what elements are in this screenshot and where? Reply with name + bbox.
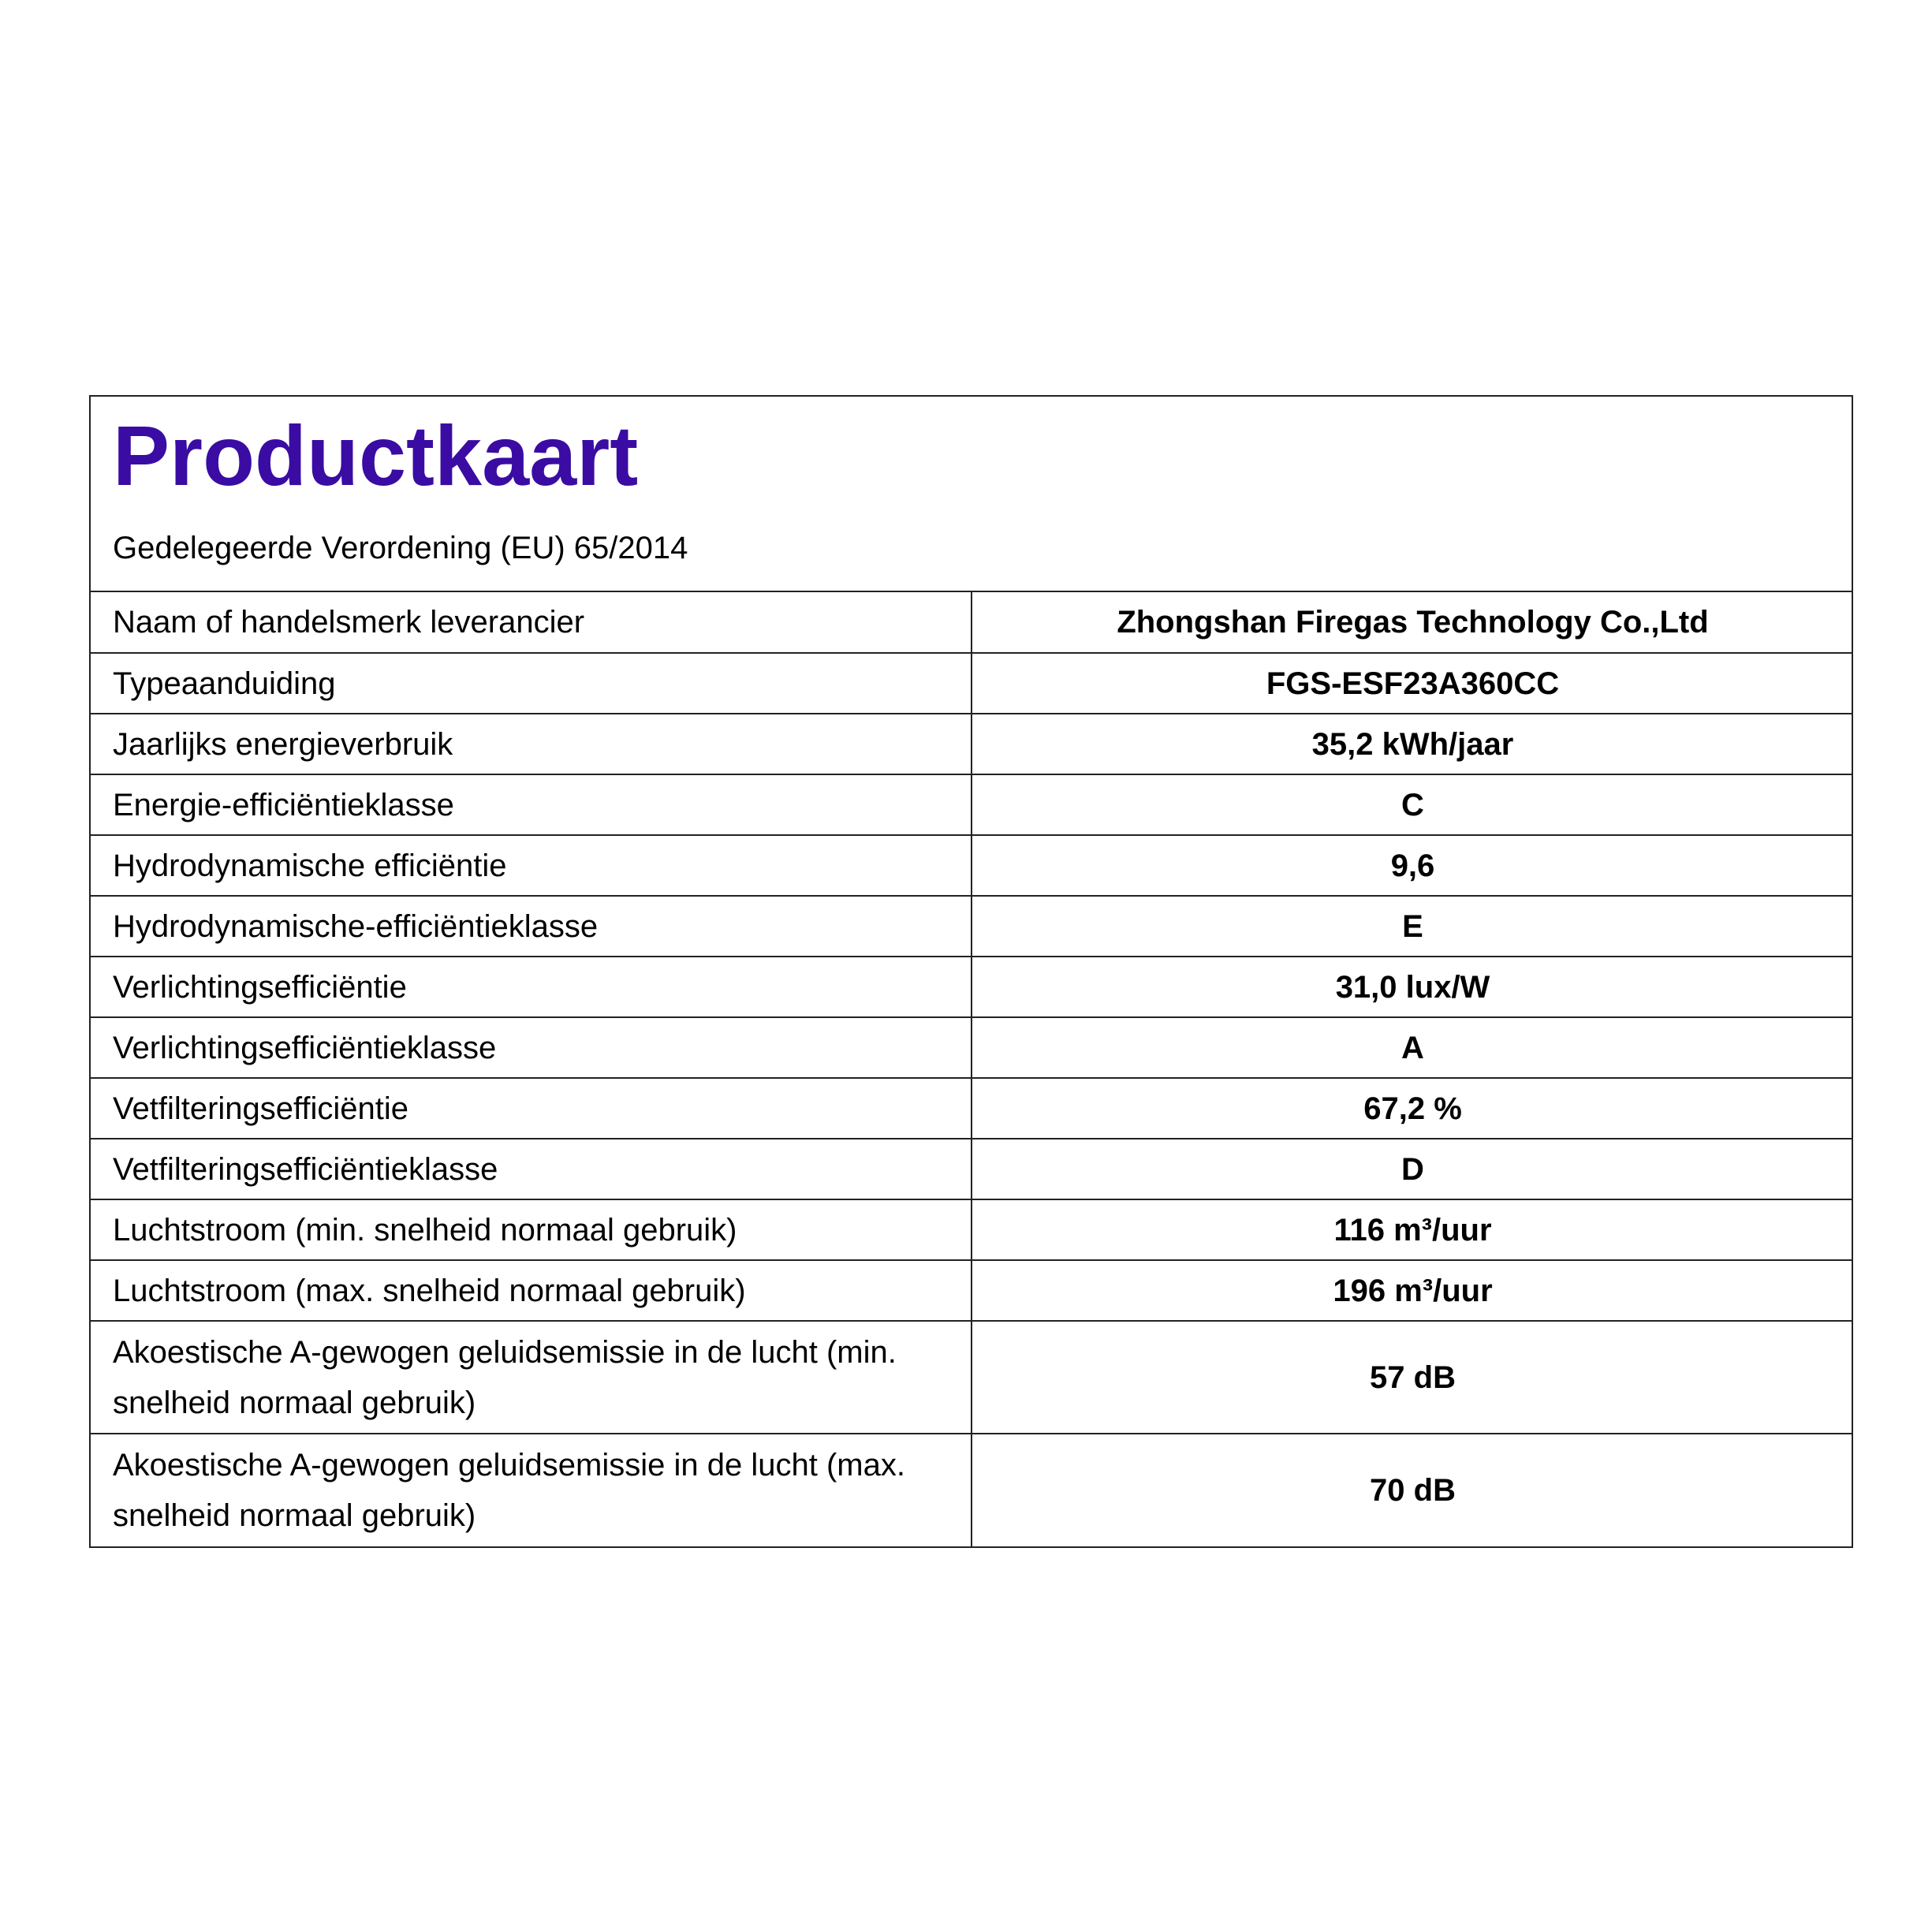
row-label: Luchtstroom (max. snelheid normaal gebruik) <box>91 1260 972 1321</box>
row-label: Jaarlijks energieverbruik <box>91 714 972 774</box>
row-value: A <box>972 1017 1853 1078</box>
table-row <box>91 835 1853 896</box>
row-label: Hydrodynamische-efficiëntieklasse <box>91 896 972 957</box>
row-value: Zhongshan Firegas Technology Co.,Ltd <box>1117 605 1709 640</box>
spec-table <box>91 592 1853 1546</box>
row-label: Naam of handelsmerk leverancier <box>91 592 972 653</box>
table-row <box>91 592 1853 653</box>
table-row <box>91 1260 1853 1321</box>
row-label: Luchtstroom (min. snelheid normaal gebruik) <box>91 1199 972 1260</box>
row-label: Hydrodynamische efficiëntie <box>91 835 972 896</box>
row-label: Verlichtingsefficiëntieklasse <box>91 1017 972 1078</box>
row-value: C <box>972 774 1853 835</box>
row-value: 70 dB <box>972 1434 1853 1546</box>
row-value: 67,2 % <box>972 1078 1853 1139</box>
row-value: 9,6 <box>972 835 1853 896</box>
table-row <box>91 896 1853 957</box>
table-row <box>91 1199 1853 1260</box>
row-value: 196 m³/uur <box>972 1260 1853 1321</box>
table-row <box>91 957 1853 1017</box>
row-value: 57 dB <box>972 1321 1853 1434</box>
table-row <box>91 1139 1853 1199</box>
row-value: D <box>972 1139 1853 1199</box>
table-row <box>91 1078 1853 1139</box>
row-label: Typeaanduiding <box>91 653 972 714</box>
row-label: Energie-efficiëntieklasse <box>91 774 972 835</box>
product-card <box>89 395 1853 1548</box>
table-row <box>91 1434 1853 1546</box>
row-value: E <box>972 896 1853 957</box>
card-header <box>91 397 1852 592</box>
row-value: FGS-ESF23A360CC <box>972 653 1853 714</box>
table-row <box>91 1017 1853 1078</box>
row-label: Akoestische A-gewogen geluidsemissie in de lucht (max. snelheid normaal gebruik) <box>91 1434 972 1546</box>
row-value: 116 m³/uur <box>972 1199 1853 1260</box>
row-label: Vetfilteringsefficiëntie <box>91 1078 972 1139</box>
row-value: 35,2 kWh/jaar <box>972 714 1853 774</box>
row-value: 31,0 lux/W <box>972 957 1853 1017</box>
page-title: Productkaart <box>113 408 639 503</box>
table-row <box>91 714 1853 774</box>
regulation-subtitle: Gedelegeerde Verordening (EU) 65/2014 <box>113 531 688 565</box>
row-label: Vetfilteringsefficiëntieklasse <box>91 1139 972 1199</box>
row-label: Verlichtingsefficiëntie <box>91 957 972 1017</box>
row-label: Akoestische A-gewogen geluidsemissie in de lucht (min. snelheid normaal gebruik) <box>91 1321 972 1434</box>
table-row <box>91 653 1853 714</box>
table-row <box>91 1321 1853 1434</box>
table-row <box>91 774 1853 835</box>
